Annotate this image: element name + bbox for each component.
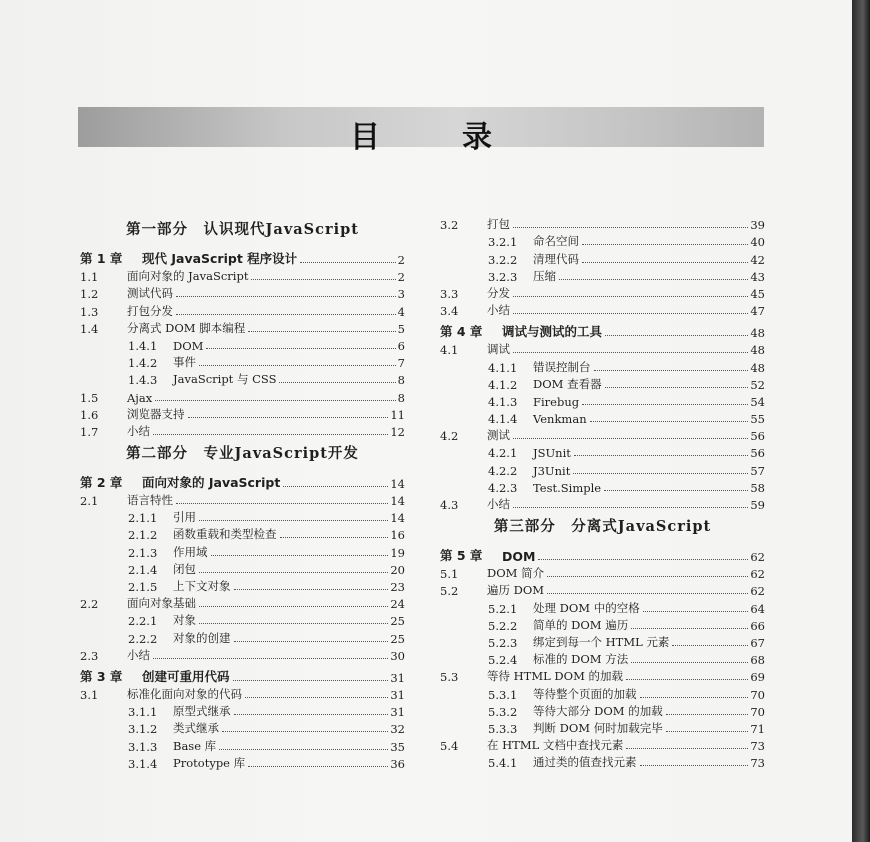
part-heading: 第一部分 认识现代JavaScript [126,221,359,238]
toc-entry[interactable] [440,232,765,249]
dot-leader [513,227,748,228]
toc-entry[interactable] [440,426,765,443]
entry-title: 函数重载和类型检查 [173,527,277,542]
entry-number: 4.3 [440,498,459,512]
entry-page-number: 24 [390,597,405,612]
entry-page-number: 62 [750,550,765,564]
entry-page-number: 25 [390,631,405,646]
entry-title: JSUnit [533,446,571,461]
entry-page-number: 11 [390,407,405,422]
toc-entry[interactable] [440,215,765,232]
toc-entry[interactable] [440,736,765,753]
entry-page-number: 39 [750,218,765,233]
toc-entry[interactable] [80,336,405,353]
entry-number: 1.5 [80,390,99,405]
dot-leader [155,400,395,401]
entry-page-number: 59 [750,498,765,512]
entry-title: 原型式继承 [173,704,231,719]
entry-number: 1.4.3 [128,373,158,388]
entry-page-number: 35 [390,739,405,754]
entry-number: 2.2.1 [128,614,158,629]
dot-leader [248,766,388,767]
entry-number: 2.1.2 [128,528,158,543]
entry-number: 2.1.1 [128,511,158,526]
entry-number: 1.7 [80,424,99,439]
toc-entry[interactable] [80,646,405,663]
part-heading: 第二部分 专业JavaScript开发 [126,444,359,462]
entry-title: 面向对象基础 [127,596,196,611]
entry-number: 5.2.4 [488,653,518,668]
entry-title: 标准化面向对象的代码 [127,686,242,701]
entry-title: DOM [173,338,204,353]
dot-leader [234,589,389,590]
entry-title: 事件 [173,355,196,370]
toc-chapter-entry[interactable] [440,542,765,564]
entry-page-number: 19 [390,545,405,560]
entry-number: 4.1.3 [488,394,518,409]
dot-leader [547,593,748,594]
entry-page-number: 54 [750,394,765,409]
toc-entry[interactable] [440,753,765,770]
entry-title: 等待整个页面的加载 [533,686,637,701]
entry-number: 5.3 [440,670,459,685]
dot-leader [176,503,388,504]
toc-entry[interactable] [80,353,405,370]
dot-leader [626,748,748,749]
toc-chapter-entry[interactable] [80,469,405,491]
entry-title: 小结 [487,497,510,511]
dot-leader [574,455,748,456]
entry-page-number: 7 [397,356,405,371]
toc-entry[interactable] [80,736,405,753]
entry-number: 5.2.2 [488,618,518,633]
toc-entry[interactable] [80,577,405,594]
entry-page-number: 8 [397,390,405,405]
entry-title: 创建可重用代码 [142,668,230,684]
dot-leader [513,438,748,439]
toc-entry[interactable] [440,633,765,650]
entry-title: 打包分发 [127,303,173,318]
entry-number: 4.1.4 [488,412,518,427]
dot-leader [547,576,748,577]
entry-number: 第 1 章 [80,251,123,266]
dot-leader [559,279,748,280]
entry-number: 2.1 [80,494,99,509]
entry-number: 1.4 [80,321,99,336]
dot-leader [283,486,388,487]
toc-right-column [440,215,765,770]
toc-chapter-entry[interactable] [440,318,765,340]
toc-entry[interactable] [80,267,405,284]
dot-leader [234,714,389,715]
entry-number: 3.1 [80,687,99,702]
dot-leader [594,370,749,371]
entry-title: 语言特性 [127,493,173,508]
dot-leader [234,641,389,642]
entry-page-number: 68 [750,653,765,668]
entry-page-number: 70 [750,687,765,702]
entry-title: 小结 [127,647,150,662]
entry-page-number: 48 [750,343,765,358]
entry-title: 等待 HTML DOM 的加载 [487,669,624,684]
entry-page-number: 2 [397,270,405,285]
entry-number: 2.3 [80,648,99,663]
entry-page-number: 4 [397,304,405,319]
entry-number: 4.2 [440,429,459,444]
entry-title: 引用 [173,510,196,525]
page-edge-shadow [852,0,870,842]
entry-title: 标准的 DOM 方法 [533,652,629,667]
toc-entry[interactable] [440,301,765,318]
toc-entry[interactable] [440,375,765,392]
entry-page-number: 62 [750,567,765,582]
dot-leader [188,417,389,418]
toc-entry[interactable] [440,702,765,719]
dot-leader [222,731,388,732]
toc-entry[interactable] [80,525,405,542]
entry-title: 通过类的值查找元素 [533,755,637,770]
dot-leader [538,559,748,560]
entry-page-number: 31 [390,705,405,720]
dot-leader [199,623,388,624]
entry-number: 1.2 [80,287,99,302]
toc-entry[interactable] [80,594,405,611]
entry-page-number: 56 [750,429,765,444]
entry-number: 1.4.2 [128,356,158,371]
entry-title: 面向对象的 JavaScript [127,269,249,284]
entry-number: 5.2 [440,584,459,599]
toc-entry[interactable] [440,284,765,301]
toc-entry[interactable] [80,542,405,559]
toc-entry[interactable] [80,301,405,318]
toc-entry[interactable] [80,702,405,719]
dot-leader [631,662,748,663]
entry-title: JavaScript 与 CSS [173,372,277,387]
entry-number: 第 3 章 [80,668,123,684]
entry-number: 5.3.1 [488,687,518,702]
part-heading: 第三部分 分离式JavaScript [493,518,712,535]
entry-number: 4.2.3 [488,480,518,495]
entry-page-number: 14 [390,476,405,491]
entry-title: 压缩 [533,268,556,283]
entry-page-number: 57 [750,463,765,478]
toc-entry[interactable] [440,267,765,284]
toc-entry[interactable] [80,611,405,628]
entry-number: 5.2.1 [488,601,518,616]
entry-page-number: 55 [750,412,765,427]
entry-title: 在 HTML 文档中查找元素 [487,738,624,753]
entry-page-number: 71 [750,721,765,736]
toc-entry[interactable] [80,685,405,702]
entry-number: 3.2.1 [488,235,518,250]
toc-entry[interactable] [80,370,405,387]
entry-title: 面向对象的 JavaScript [142,474,281,490]
dot-leader [248,331,395,332]
entry-title: 分发 [487,285,510,300]
entry-title: 清理代码 [533,251,579,266]
entry-number: 3.1.3 [128,739,158,754]
entry-title: 上下文对象 [173,579,231,593]
dot-leader [605,335,748,336]
dot-leader [582,244,748,245]
dot-leader [176,296,396,297]
entry-page-number: 40 [750,235,765,250]
toc-chapter-entry[interactable] [80,245,405,267]
entry-number: 2.2.2 [128,631,158,646]
dot-leader [300,262,396,263]
entry-number: 2.1.4 [128,562,158,577]
entry-page-number: 73 [750,739,765,754]
dot-leader [233,680,389,681]
entry-title: 处理 DOM 中的空格 [533,600,640,615]
toc-entry[interactable] [440,581,765,598]
dot-leader [513,296,748,297]
dot-leader [176,314,396,315]
toc-entry[interactable] [80,284,405,301]
dot-leader [666,731,749,732]
dot-leader [219,749,388,750]
entry-page-number: 70 [750,704,765,719]
dot-leader [206,348,395,349]
dot-leader [251,279,395,280]
dot-leader [605,387,749,388]
entry-page-number: 20 [390,562,405,577]
entry-number: 第 2 章 [80,474,123,490]
entry-number: 5.4 [440,739,459,754]
dot-leader [199,606,388,607]
entry-page-number: 3 [397,287,405,302]
entry-title: 遍历 DOM [487,583,545,598]
entry-number: 3.1.1 [128,705,158,720]
entry-number: 1.4.1 [128,338,158,353]
entry-title: 小结 [487,303,510,318]
entry-page-number: 67 [750,635,765,650]
entry-page-number: 31 [390,687,405,702]
entry-number: 2.2 [80,597,99,612]
dot-leader [582,404,748,405]
dot-leader [582,262,748,263]
toc-entry[interactable] [440,392,765,409]
entry-page-number: 56 [750,446,765,461]
dot-leader [672,645,748,646]
entry-number: 4.1 [440,343,459,358]
toc-entry[interactable] [440,616,765,633]
entry-number: 3.3 [440,286,459,301]
dot-leader [640,765,749,766]
entry-number: 1.6 [80,407,99,422]
dot-leader [199,572,388,573]
entry-number: 2.1.3 [128,545,158,560]
toc-entry[interactable] [80,508,405,525]
toc-chapter-entry[interactable] [80,663,405,685]
entry-title: 命名空间 [533,234,579,249]
entry-title: 判断 DOM 何时加载完毕 [533,720,663,735]
entry-page-number: 5 [397,321,405,336]
entry-title: Base 库 [173,738,217,753]
entry-page-number: 14 [390,494,405,509]
toc-entry[interactable] [80,560,405,577]
entry-page-number: 30 [390,648,405,663]
dot-leader [211,555,389,556]
dot-leader [153,658,388,659]
entry-page-number: 12 [390,424,405,439]
entry-title: 调试与测试的工具 [502,324,603,340]
toc-entry[interactable] [440,409,765,426]
toc-entry[interactable] [440,719,765,736]
toc-entry[interactable] [440,478,765,495]
dot-leader [513,352,748,353]
entry-title: 等待大部分 DOM 的加载 [533,703,663,718]
entry-number: 5.3.2 [488,704,518,719]
entry-title: DOM 简介 [487,566,545,581]
entry-page-number: 6 [397,338,405,353]
entry-page-number: 32 [390,722,405,737]
entry-number: 5.3.3 [488,721,518,736]
entry-title: 分离式 DOM 脚本编程 [127,320,246,335]
toc-entry[interactable] [80,754,405,771]
entry-number: 2.1.5 [128,580,158,594]
entry-title: Firebug [533,394,580,409]
toc-entry[interactable] [80,422,405,439]
entry-title: 对象 [173,613,196,628]
entry-number: 3.1.4 [128,756,158,771]
entry-number: 5.1 [440,567,459,582]
entry-number: 第 5 章 [440,548,483,563]
entry-page-number: 14 [390,511,405,526]
entry-title: 调试 [487,342,510,357]
entry-number: 4.1.1 [488,360,518,375]
entry-number: 5.4.1 [488,756,518,771]
dot-leader [199,365,396,366]
entry-page-number: 48 [750,360,765,375]
entry-number: 3.4 [440,304,459,319]
entry-page-number: 52 [750,377,765,392]
entry-title: 打包 [487,217,510,232]
dot-leader [643,611,749,612]
toc-entry[interactable] [440,340,765,357]
entry-number: 3.2.2 [488,252,518,267]
entry-title: 类式继承 [173,721,219,736]
toc-entry[interactable] [80,387,405,404]
entry-title: 测试代码 [127,286,173,301]
entry-title: 闭包 [173,561,196,576]
dot-leader [513,507,748,508]
entry-page-number: 62 [750,584,765,599]
entry-title: Test.Simple [533,480,602,495]
toc-entry[interactable] [440,667,765,684]
dot-leader [245,697,388,698]
dot-leader [631,628,748,629]
entry-page-number: 47 [750,304,765,319]
entry-number: 3.2 [440,218,459,233]
heading-char-1: 目 [350,120,380,155]
toc-left-column [80,215,405,771]
dot-leader [626,679,748,680]
entry-page-number: 69 [750,670,765,685]
toc-entry[interactable] [440,249,765,266]
dot-leader [573,473,748,474]
entry-page-number: 66 [750,618,765,633]
entry-page-number: 8 [397,373,405,388]
toc-entry[interactable] [80,719,405,736]
entry-title: DOM [502,549,536,564]
toc-entry[interactable] [440,495,765,512]
entry-number: 3.1.2 [128,722,158,737]
entry-title: 小结 [127,423,150,438]
toc-entry[interactable] [440,598,765,615]
entry-page-number: 36 [390,756,405,771]
toc-entry[interactable] [440,684,765,701]
dot-leader [666,714,749,715]
title-band [78,107,764,147]
entry-page-number: 64 [750,601,765,616]
dot-leader [640,697,749,698]
entry-number: 4.2.2 [488,463,518,478]
dot-leader [279,382,395,383]
entry-number: 5.2.3 [488,635,518,650]
toc-entry[interactable] [440,460,765,477]
entry-number: 3.2.3 [488,269,518,284]
dot-leader [604,490,748,491]
entry-page-number: 25 [390,614,405,629]
entry-page-number: 73 [750,756,765,771]
entry-title: J3Unit [533,463,571,478]
entry-title: 错误控制台 [533,359,591,374]
entry-title: 测试 [487,428,510,443]
heading-char-2: 录 [462,120,492,155]
dot-leader [280,537,389,538]
entry-page-number: 2 [397,253,405,267]
toc-entry[interactable] [80,405,405,422]
entry-title: Prototype 库 [173,755,246,770]
toc-entry[interactable] [440,357,765,374]
entry-page-number: 16 [390,528,405,543]
dot-leader [590,421,749,422]
entry-title: 简单的 DOM 遍历 [533,617,629,632]
entry-page-number: 43 [750,269,765,284]
entry-title: 对象的创建 [173,630,231,645]
entry-title: 绑定到每一个 HTML 元素 [533,634,670,649]
entry-title: 现代 JavaScript 程序设计 [142,251,298,266]
entry-title: 作用域 [173,544,208,559]
entry-number: 4.2.1 [488,446,518,461]
entry-page-number: 23 [390,580,405,594]
entry-page-number: 31 [390,670,405,685]
toc-entry[interactable] [440,650,765,667]
entry-number: 4.1.2 [488,377,518,392]
toc-entry[interactable] [80,491,405,508]
entry-title: DOM 查看器 [533,376,602,391]
entry-number: 1.3 [80,304,99,319]
toc-entry[interactable] [440,443,765,460]
entry-number: 第 4 章 [440,324,483,340]
toc-entry[interactable] [440,564,765,581]
dot-leader [153,434,388,435]
entry-title: Venkman [533,412,587,427]
entry-page-number: 58 [750,480,765,495]
entry-page-number: 42 [750,252,765,267]
entry-title: 浏览器支持 [127,406,185,421]
toc-entry[interactable] [80,628,405,645]
entry-page-number: 45 [750,286,765,301]
entry-page-number: 48 [750,326,765,341]
toc-entry[interactable] [80,319,405,336]
dot-leader [513,313,748,314]
entry-title: Ajax [127,390,153,405]
entry-number: 1.1 [80,270,99,285]
dot-leader [199,520,388,521]
